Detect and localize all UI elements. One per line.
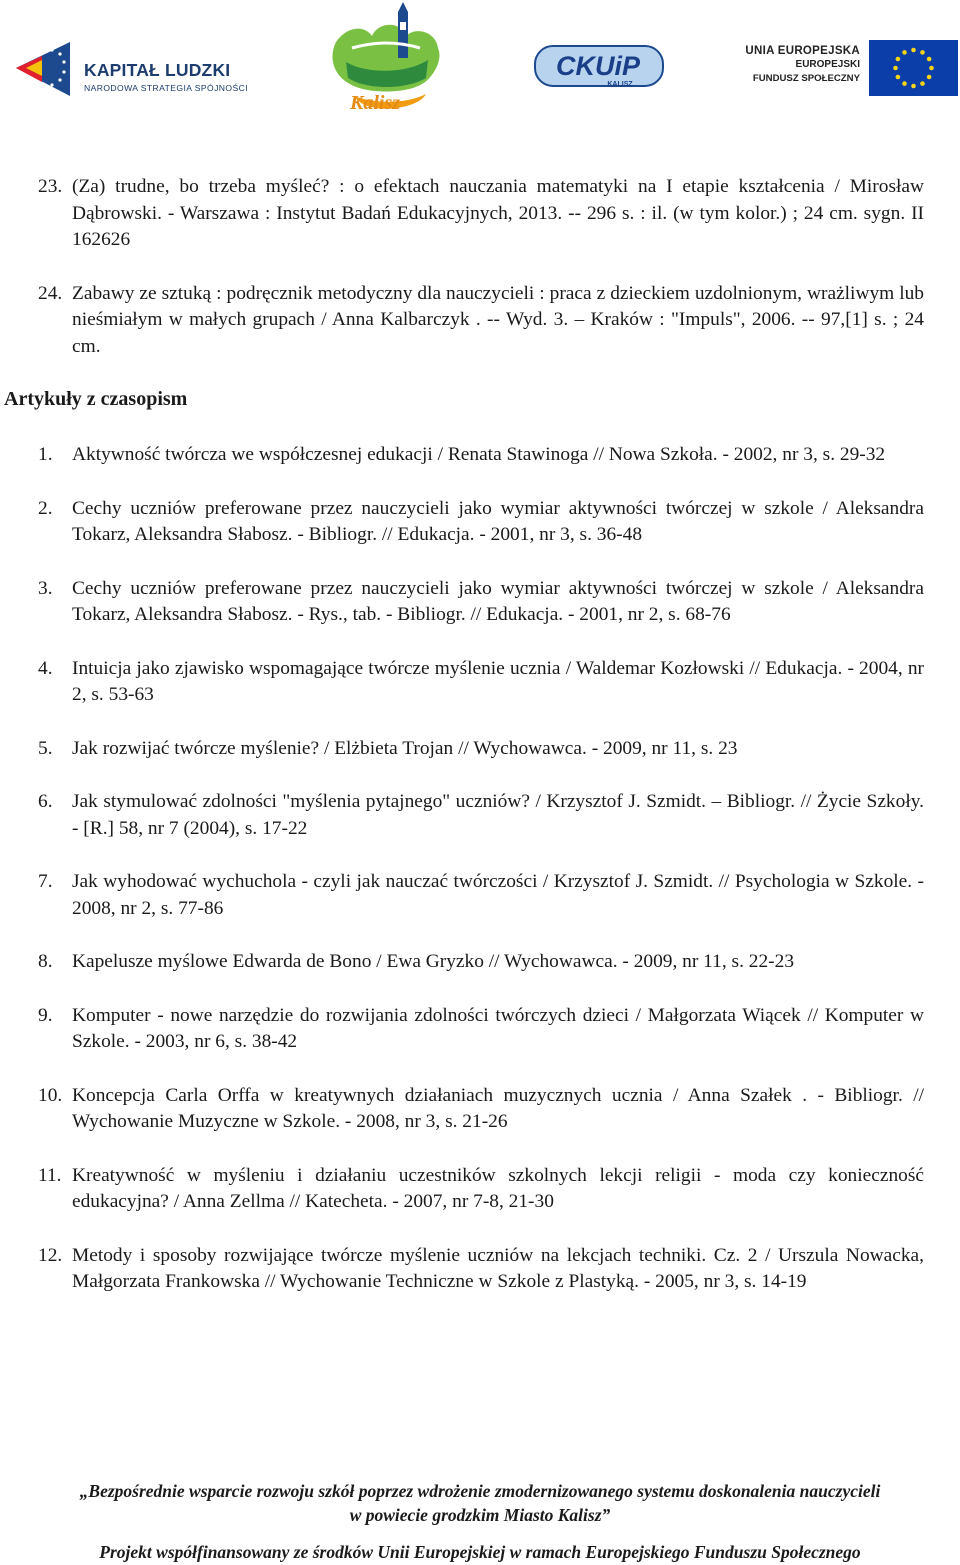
entry-number: 1. xyxy=(38,444,53,465)
ckuip-logo-text: CKUiP xyxy=(555,51,641,81)
entry-number: 7. xyxy=(38,871,53,892)
section-title: Artykuły z czasopism xyxy=(4,388,188,410)
entry-number: 24. xyxy=(38,282,63,304)
article-entry xyxy=(0,1003,924,1056)
entry-text: Kapelusze myślowe Edwarda de Bono / Ewa Gryzko // Wychowawca. - 2009, nr 11, s. 22-23 xyxy=(72,951,795,972)
footer-line-2: w powiecie grodzkim Miasto Kalisz” xyxy=(349,1505,611,1525)
eu-flag-icon xyxy=(869,40,958,96)
eu-line-2: EUROPEJSKI xyxy=(795,59,860,70)
logo-header xyxy=(0,0,960,130)
article-entry xyxy=(0,1163,924,1216)
entry-text: Koncepcja Carla Orffa w kreatywnych działaniach muzycznych ucznia / Anna Szałek . - Bibliogr. // Wychowanie Muzyczne w Szkole. - 2008, nr 3, s. 21-26 xyxy=(72,1084,924,1132)
entry-number: 10. xyxy=(38,1084,63,1106)
article-entry xyxy=(0,869,924,922)
entry-number: 12. xyxy=(38,1244,63,1266)
entry-text: Cechy uczniów preferowane przez nauczycieli jako wymiar aktywności twórczej w szkole / Aleksandra Tokarz, Aleksandra Słabosz. - Bibliogr. // Edukacja. - 2001, nr 3, s. 36-48 xyxy=(72,497,924,545)
entry-text: Jak wyhodować wychuchola - czyli jak nauczać twórczości / Krzysztof J. Szmidt. // Psychologia w Szkole. - 2008, nr 2, s. 77-86 xyxy=(72,871,924,919)
entry-text: Cechy uczniów preferowane przez nauczycieli jako wymiar aktywności twórczej w szkole / Aleksandra Tokarz, Aleksandra Słabosz. - Rys., tab. - Bibliogr. // Edukacja. - 2001, nr 2, s. 68-76 xyxy=(72,577,924,625)
entry-number: 8. xyxy=(38,951,53,972)
entry-number: 3. xyxy=(38,577,53,599)
entry-number: 11. xyxy=(38,1164,62,1186)
book-entry xyxy=(0,281,924,361)
kapital-ludzki-subtitle: NARODOWA STRATEGIA SPÓJNOŚCI xyxy=(84,83,248,93)
entry-number: 2. xyxy=(38,497,53,519)
ckuip-logo-subtext: KALISZ xyxy=(607,81,633,88)
entry-text: Komputer - nowe narzędzie do rozwijania zdolności twórczych dzieci / Małgorzata Wiącek // Komputer w Szkole. - 2003, nr 6, s. 38-42 xyxy=(72,1004,924,1052)
kapital-ludzki-flag-icon xyxy=(12,38,74,100)
entry-text: (Za) trudne, bo trzeba myśleć? : o efektach nauczania matematyki na I etapie kształcenia / Mirosław Dąbrowski. - Warszawa : Instytut Badań Edukacyjnych, 2013. -- 296 s. : il. (w tym kolor.) ; 24 cm. sygn. II 162626 xyxy=(72,176,924,250)
article-entry xyxy=(0,736,924,763)
article-entry xyxy=(0,949,924,976)
article-entry xyxy=(0,576,924,629)
eu-line-1: UNIA EUROPEJSKA xyxy=(745,45,860,57)
footer-project-title xyxy=(0,1479,960,1527)
document-body xyxy=(0,174,960,1296)
footer-line-1: „Bezpośrednie wsparcie rozwoju szkół poprzez wdrożenie zmodernizowanego systemu doskonalenia nauczycieli xyxy=(79,1481,881,1501)
eu-logo-text xyxy=(738,44,860,86)
entry-text: Kreatywność w myśleniu i działaniu uczestników szkolnych lekcji religii - moda czy konieczność edukacyjna? / Anna Zellma // Katecheta. - 2007, nr 7-8, 21-30 xyxy=(72,1164,924,1212)
entry-number: 6. xyxy=(38,791,53,812)
footer-cofinancing-note: Projekt współfinansowany ze środków Unii Europejskiej w ramach Europejskiego Funduszu Społecznego xyxy=(99,1542,861,1562)
article-entry xyxy=(0,442,924,469)
ckuip-logo xyxy=(534,44,664,90)
entry-number: 4. xyxy=(38,657,53,679)
article-entry xyxy=(0,1083,924,1136)
article-entry xyxy=(0,1243,924,1296)
entry-text: Metody i sposoby rozwijające twórcze myślenie uczniów na lekcjach techniki. Cz. 2 / Urszula Nowacka, Małgorzata Frankowska // Wychowanie Techniczne w Szkole z Plastyką. - 2005, nr 3, s. 14-19 xyxy=(72,1244,924,1292)
kapital-ludzki-logo xyxy=(12,30,262,100)
entry-text: Intuicja jako zjawisko wspomagające twórcze myślenie ucznia / Waldemar Kozłowski // Edukacja. - 2004, nr 2, s. 53-63 xyxy=(72,657,924,705)
entry-number: 5. xyxy=(38,737,53,759)
eu-line-3: FUNDUSZ SPOŁECZNY xyxy=(752,73,860,84)
eu-logo xyxy=(738,40,960,100)
article-entry xyxy=(0,656,924,709)
entry-text: Jak rozwijać twórcze myślenie? / Elżbieta Trojan // Wychowawca. - 2009, nr 11, s. 23 xyxy=(72,737,738,759)
article-entry xyxy=(0,496,924,549)
kapital-ludzki-title: KAPITAŁ LUDZKI xyxy=(84,60,231,80)
book-entry xyxy=(0,174,924,254)
article-entry xyxy=(0,789,924,842)
kalisz-logo-text: Kalisz xyxy=(350,92,401,114)
entry-text: Aktywność twórcza we współczesnej edukacji / Renata Stawinoga // Nowa Szkoła. - 2002, nr 3, s. 29-32 xyxy=(72,444,886,465)
entry-number: 9. xyxy=(38,1004,53,1026)
entry-text: Zabawy ze sztuką : podręcznik metodyczny dla nauczycieli : praca z dzieckiem uzdolnionym, wrażliwym lub nieśmiałym w małych grupach / Anna Kalbarczyk . -- Wyd. 3. – Kraków : "Impuls", 2006. -- 97,[1] s. ; 24 cm. xyxy=(72,282,924,357)
entry-number: 23. xyxy=(38,176,63,197)
entry-text: Jak stymulować zdolności "myślenia pytajnego" uczniów? / Krzysztof J. Szmidt. – Bibliogr. // Życie Szkoły. - [R.] 58, nr 7 (2004), s. 17-22 xyxy=(72,791,924,839)
